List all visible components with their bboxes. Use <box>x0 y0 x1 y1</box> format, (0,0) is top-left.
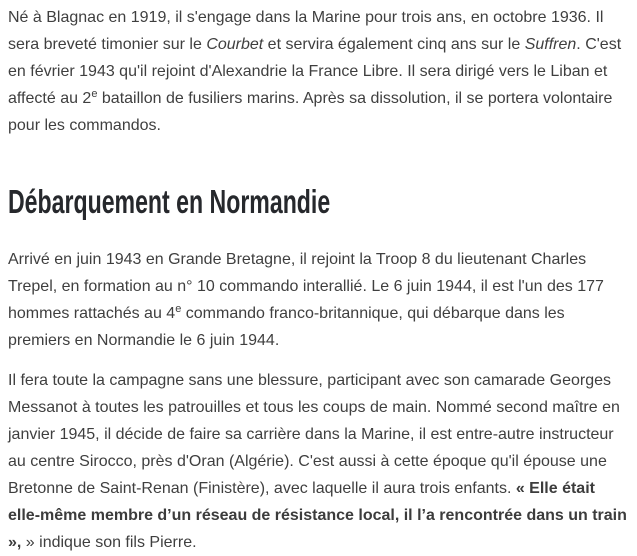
text-segment-italic: Courbet <box>206 36 264 53</box>
text-segment-normal: » indique son fils Pierre. <box>25 534 197 551</box>
text-segment-italic: Suffren <box>524 36 577 53</box>
text-segment-normal: et servira également cinq ans sur le <box>263 36 525 53</box>
text-segment-normal: Arrivé en juin 1943 en Grande Bretagne, il rejoint la Troop 8 du lieutenant Charles Trepel, en formation au n° 10 commando interallié. Le 6 juin 1944, il est l'un des 177 hommes rattachés au 4 <box>8 251 604 322</box>
text-segment-normal: Il fera toute la campagne sans une blessure, participant avec son camarade Georges Messanot à toutes les patrouilles et tous les coups de main. Nommé second maître en janvier 1945, il décide de faire sa carrière dans la Marine, il est entre-autre instructeur au centre Sirocco, près d'Oran (Algérie). C'est aussi à cette époque qu'il épouse une Bretonne de Saint-Renan (Finistère), avec laquelle il aura trois enfants. <box>8 372 620 497</box>
text-segment-sup: e <box>91 88 98 100</box>
text-segment-normal: Né à Blagnac en 1919, il s'engage dans la Marine pour trois ans, en octobre 1936. Il sera breveté timonier sur le <box>8 9 604 53</box>
text-segment-sup: e <box>175 303 182 315</box>
paragraph-campaign-and-marriage <box>8 367 629 556</box>
paragraph-biography-early-life <box>8 4 629 139</box>
text-segment-bold: « Elle était elle-même membre d’un réseau de résistance local, il l’a rencontrée dans un train », <box>8 480 627 551</box>
paragraph-normandy-landing <box>8 246 629 354</box>
text-segment-normal: . C'est en février 1943 qu'il rejoint d'Alexandrie la France Libre. Il sera dirigé vers le Liban et affecté au 2 <box>8 36 622 107</box>
text-segment-normal: bataillon de fusiliers marins. Après sa dissolution, il se portera volontaire pour les commandos. <box>8 90 613 134</box>
section-heading: Débarquement en Normandie <box>8 183 331 220</box>
text-segment-normal: commando franco-britannique, qui débarque dans les premiers en Normandie le 6 juin 1944. <box>8 305 565 349</box>
